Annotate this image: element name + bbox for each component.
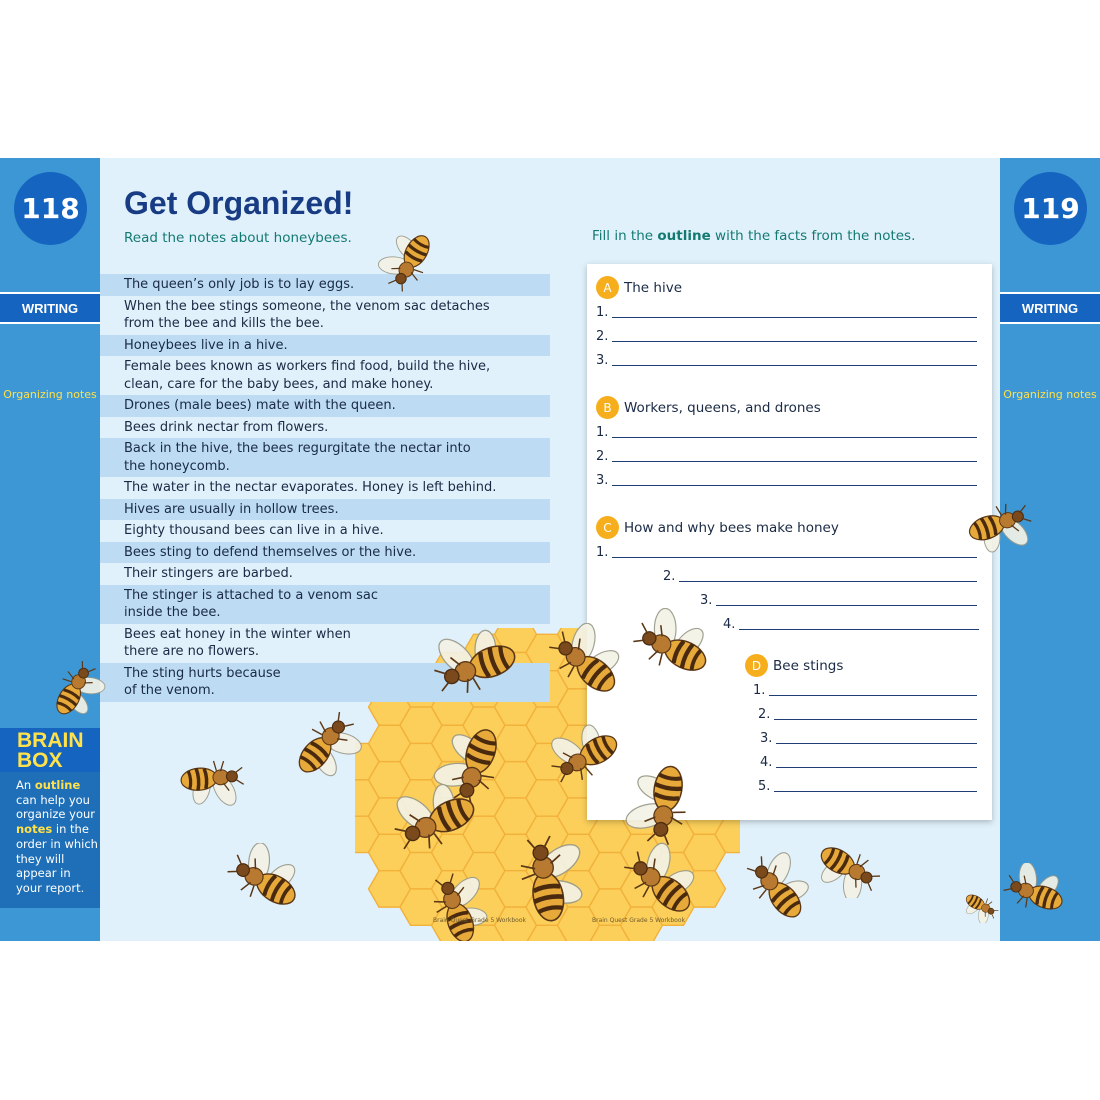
honeybee-illustration bbox=[995, 863, 1070, 923]
honeybee-illustration bbox=[425, 628, 525, 708]
page-title: Get Organized! bbox=[124, 185, 354, 221]
section-tag-writing: WRITING bbox=[0, 292, 100, 324]
brain-box-title: BRAIN BOX bbox=[0, 728, 100, 772]
page-number-118: 118 bbox=[14, 172, 87, 245]
outline-section-a bbox=[596, 276, 682, 299]
note-item: The queen’s only job is to lay eggs. bbox=[100, 274, 550, 296]
note-item: The sting hurts because of the venom. bbox=[100, 663, 550, 702]
note-item: Female bees known as workers find food, build the hive, clean, care for the baby bees, and make honey. bbox=[124, 359, 491, 392]
outline-answer-line[interactable]: 3. bbox=[596, 350, 977, 368]
topic-label: Organizing notes bbox=[3, 388, 97, 401]
note-item: Bees eat honey in the winter when there are no flowers. bbox=[124, 626, 351, 659]
honeybee-illustration bbox=[960, 888, 1005, 923]
honeybee-illustration bbox=[415, 873, 495, 941]
honeybee-illustration bbox=[380, 783, 490, 863]
brain-box bbox=[0, 728, 100, 908]
note-item: The water in the nectar evaporates. Honey is left behind. bbox=[124, 480, 497, 495]
note-item: Drones (male bees) mate with the queen. bbox=[100, 395, 550, 417]
honeybee-illustration bbox=[375, 228, 445, 298]
page-footer: Brain Quest Grade 5 Workbook bbox=[433, 917, 526, 924]
honeybee-illustration bbox=[730, 848, 820, 928]
section-label: The hive bbox=[624, 279, 683, 296]
note-item: Back in the hive, the bees regurgitate the nectar into the honeycomb. bbox=[100, 438, 550, 477]
outline-answer-line[interactable]: 1. bbox=[596, 302, 977, 320]
honeybee-illustration bbox=[42, 653, 108, 723]
outline-answer-line[interactable]: 2. bbox=[596, 326, 977, 344]
honeybee-illustration bbox=[620, 608, 720, 688]
page-number-119: 119 bbox=[1014, 172, 1087, 245]
workbook-spread bbox=[0, 158, 1100, 941]
honeybee-illustration bbox=[540, 718, 630, 798]
badge-a: A bbox=[596, 276, 619, 299]
section-tag-writing: WRITING bbox=[1000, 292, 1100, 324]
badge-d: D bbox=[745, 654, 768, 677]
outline-answer-line[interactable]: 3. bbox=[760, 728, 977, 746]
honeybee-illustration bbox=[960, 488, 1040, 558]
badge-c: C bbox=[596, 516, 619, 539]
honeybee-illustration bbox=[168, 748, 258, 808]
note-item: Their stingers are barbed. bbox=[124, 566, 293, 581]
badge-b: B bbox=[596, 396, 619, 419]
section-label: Workers, queens, and drones bbox=[624, 399, 821, 416]
note-item: Hives are usually in hollow trees. bbox=[100, 499, 550, 521]
outline-instruction: Fill in the outline with the facts from the notes. bbox=[592, 228, 916, 244]
note-item: Eighty thousand bees can live in a hive. bbox=[124, 523, 384, 538]
page-footer: Brain Quest Grade 5 Workbook bbox=[592, 917, 685, 924]
outline-answer-line[interactable]: 4. bbox=[723, 614, 979, 632]
brain-box-text: An outline can help you organize your notes in the order in which they will appear in your report. bbox=[16, 778, 98, 895]
note-item: Bees drink nectar from flowers. bbox=[124, 419, 329, 435]
note-item: Bees sting to defend themselves or the hive. bbox=[100, 542, 550, 564]
honeybee-illustration bbox=[610, 838, 705, 928]
outline-answer-line[interactable]: 2. bbox=[596, 446, 977, 464]
section-label: How and why bees make honey bbox=[624, 519, 839, 536]
section-label: Bee stings bbox=[773, 657, 844, 674]
honeybee-illustration bbox=[285, 703, 365, 783]
honeybee-illustration bbox=[535, 623, 630, 703]
outline-answer-line[interactable]: 3. bbox=[596, 470, 977, 488]
note-item: When the bee stings someone, the venom sac detaches from the bee and kills the bee. bbox=[124, 298, 490, 331]
honeybee-illustration bbox=[212, 843, 312, 918]
outline-answer-line[interactable]: 4. bbox=[760, 752, 977, 770]
honeybee-illustration bbox=[810, 838, 890, 898]
outline-answer-line[interactable]: 1. bbox=[753, 680, 977, 698]
outline-answer-line[interactable]: 3. bbox=[700, 590, 977, 608]
outline-section-b bbox=[596, 396, 821, 419]
page-subtitle: Read the notes about honeybees. bbox=[124, 230, 352, 246]
left-page-rail bbox=[0, 158, 100, 941]
outline-section-d bbox=[745, 654, 843, 677]
topic-label: Organizing notes bbox=[1003, 388, 1097, 401]
outline-answer-line[interactable]: 1. bbox=[596, 542, 977, 560]
outline-answer-line[interactable]: 1. bbox=[596, 422, 977, 440]
outline-answer-line[interactable]: 2. bbox=[663, 566, 977, 584]
note-item: Honeybees live in a hive. bbox=[100, 335, 550, 357]
outline-worksheet bbox=[587, 264, 992, 820]
note-item: The stinger is attached to a venom sac inside the bee. bbox=[100, 585, 550, 624]
outline-answer-line[interactable]: 5. bbox=[758, 776, 977, 794]
outline-section-c bbox=[596, 516, 839, 539]
outline-answer-line[interactable]: 2. bbox=[758, 704, 977, 722]
